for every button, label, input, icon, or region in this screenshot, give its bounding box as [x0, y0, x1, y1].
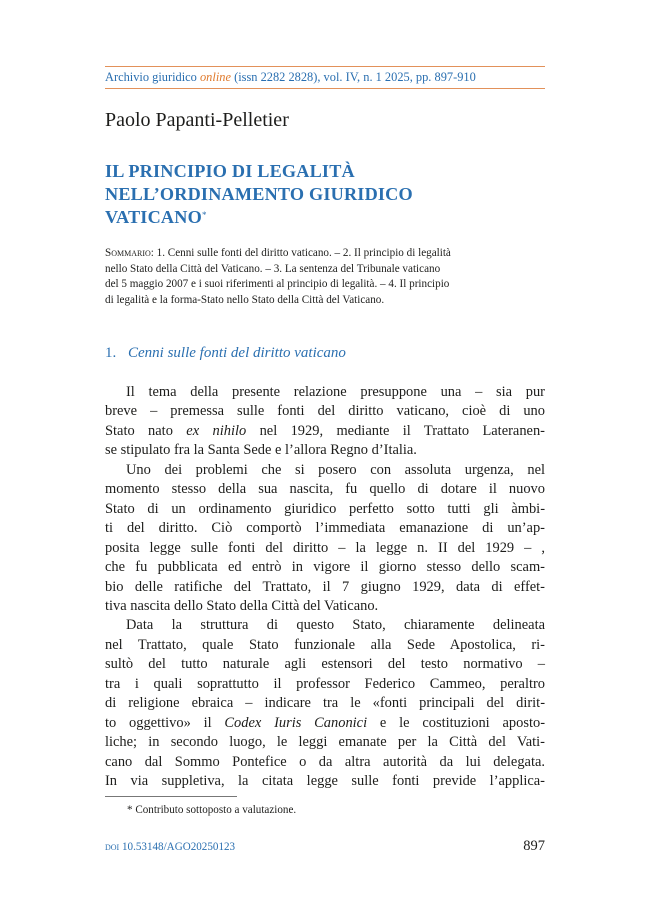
journal-header — [105, 69, 545, 85]
body-line: nel Trattato, quale Stato funzionale alla Sede Apostolica, ri- — [105, 636, 545, 653]
body-line — [105, 422, 545, 441]
title-line-1: IL PRINCIPIO DI LEGALITÀ — [105, 161, 355, 181]
summary-line: del 5 maggio 2007 e i suoi riferimenti al principio di legalità. – 4. Il principio — [105, 278, 450, 290]
summary-line: nello Stato della Città del Vaticano. – 3. La sentenza del Tribunale vaticano — [105, 262, 441, 275]
body-line: breve – premessa sulle fonti del diritto vaticano, cioè di uno — [105, 403, 545, 420]
body-line-segment: Stato nato — [105, 422, 187, 439]
footnote: * Contributo sottoposto a valutazione. — [127, 804, 297, 816]
title-line-2: NELL’ORDINAMENTO GIURIDICO — [105, 184, 413, 204]
body-line-segment: e le costituzioni aposto- — [367, 714, 545, 731]
title-footnote-mark[interactable]: * — [201, 210, 207, 220]
footnote-separator — [105, 796, 237, 797]
body-line: momento stesso della sua nascita, fu quello di dotare il nuovo — [105, 481, 545, 498]
author-name: Paolo Papanti-Pelletier — [105, 109, 289, 131]
body-line: liche; in secondo luogo, le leggi emanate per la Città del Vati- — [105, 734, 545, 751]
summary-label: Sommario: — [105, 247, 154, 259]
body-line: Il tema della presente relazione presuppone una – sia pur — [126, 384, 545, 400]
summary-line: di legalità e la forma-Stato nello Stato della Città del Vaticano. — [105, 293, 385, 306]
article-title — [105, 160, 545, 229]
body-line: ti del diritto. Ciò comportò l’immediata emanazione di un’ap- — [105, 520, 545, 537]
summary-line-text: 1. Cenni sulle fonti del diritto vaticano. – 2. Il principio di legalità — [153, 247, 451, 259]
journal-online-label: online — [199, 70, 231, 84]
body-text — [105, 383, 545, 792]
body-line: tiva nascita dello Stato della Città del Vaticano. — [105, 597, 379, 614]
journal-issue-info: (issn 2282 2828), vol. IV, n. 1 2025, pp. 897-910 — [230, 70, 476, 84]
summary-abstract — [105, 246, 545, 308]
title-line-3 — [105, 206, 545, 229]
doi-value: 10.53148/AGO20250123 — [119, 841, 236, 853]
body-line: tra i quali soprattutto il professor Federico Cammeo, peraltro — [105, 675, 545, 692]
body-line-segment: to oggettivo» il — [105, 714, 225, 731]
body-line: Uno dei problemi che si posero con assoluta urgenza, nel — [126, 461, 545, 478]
section-title: Cenni sulle fonti del diritto vaticano — [128, 345, 346, 361]
header-rule-top — [105, 66, 545, 67]
doi-link[interactable] — [105, 840, 235, 854]
emphasis-codex: Codex Iuris Canonici — [224, 714, 368, 731]
body-line-segment: nel 1929, mediante il Trattato Lateranen- — [246, 422, 545, 439]
body-line: sultò del tutto naturale agli estensori del testo normativo – — [105, 656, 545, 673]
section-heading — [105, 343, 346, 363]
body-line: posita legge sulle fonti del diritto – la legge n. II del 1929 – , — [105, 539, 545, 556]
body-line: di religione ebraica – indicare tra le «fonti principali del dirit- — [105, 695, 545, 712]
header-rule-bottom — [105, 88, 545, 89]
journal-name: Archivio giuridico — [105, 70, 200, 84]
body-line — [105, 714, 545, 733]
body-line: cano dal Sommo Pontefice o da altra autorità da lui delegata. — [105, 753, 545, 770]
body-line: Data la struttura di questo Stato, chiaramente delineata — [126, 617, 545, 634]
body-line: Stato di un ordinamento giuridico perfetto sotto tutti gli àmbi- — [105, 500, 545, 517]
doi-label: doi — [105, 841, 120, 853]
section-number: 1. — [105, 345, 117, 361]
summary-line — [105, 246, 545, 262]
page-number: 897 — [523, 838, 545, 854]
emphasis-ex-nihilo: ex nihilo — [186, 422, 247, 439]
body-line: In via suppletiva, la citata legge sulle fonti previde l’applica- — [105, 773, 545, 790]
body-line: bio delle ratifiche del Trattato, il 7 giugno 1929, data di effet- — [105, 578, 545, 595]
title-line-3-text: VATICANO — [105, 207, 202, 227]
body-line: se stipulato fra la Santa Sede e l’allora Regno d’Italia. — [105, 442, 417, 459]
body-line: che fu pubblicata ed entrò in vigore il giorno stesso dello scam- — [105, 559, 545, 576]
